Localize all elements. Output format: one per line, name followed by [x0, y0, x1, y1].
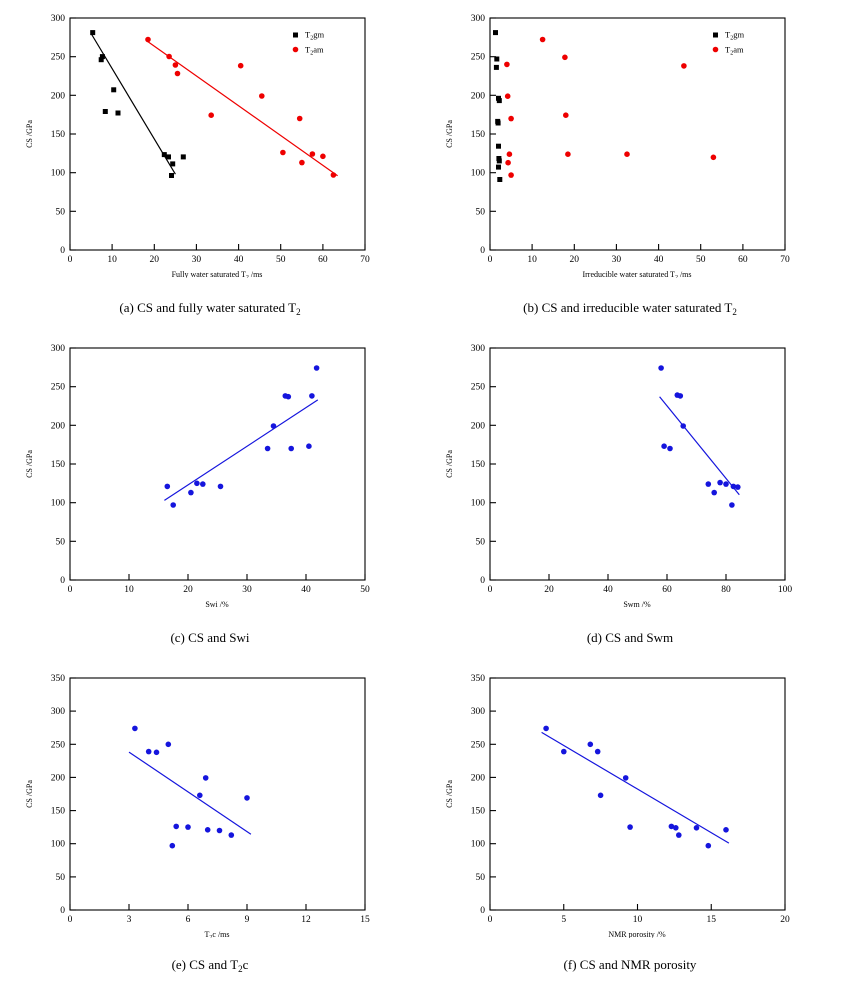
svg-text:15: 15: [360, 915, 370, 925]
caption-d: (d) CS and Swm: [586, 630, 674, 645]
chart-e: [0, 660, 420, 938]
svg-text:0: 0: [67, 915, 73, 925]
svg-text:0: 0: [60, 906, 65, 916]
svg-text:0: 0: [480, 246, 485, 256]
plot-frame: [70, 348, 365, 580]
svg-text:6: 6: [185, 915, 191, 925]
series-cs-points-d: [658, 365, 740, 508]
legend-label-t2gm: $T_2gm$: [725, 29, 745, 42]
svg-text:20: 20: [183, 585, 193, 595]
svg-text:100: 100: [470, 168, 485, 179]
plot-frame: [490, 348, 785, 580]
svg-text:0: 0: [67, 255, 73, 265]
series-cs-points-e: [132, 726, 250, 849]
svg-text:20: 20: [149, 255, 160, 265]
plot-frame: [490, 678, 785, 910]
svg-text:50: 50: [360, 585, 370, 595]
svg-text:50: 50: [475, 207, 485, 218]
caption-c: (c) CS and Swi: [170, 630, 250, 645]
fit-line-f: [542, 732, 729, 843]
svg-text:60: 60: [662, 585, 672, 595]
svg-text:30: 30: [611, 255, 622, 265]
svg-text:70: 70: [360, 255, 370, 265]
panel-d: [420, 330, 840, 660]
chart-b: [420, 0, 840, 278]
x-axis-label-c: Swi /%: [205, 600, 229, 608]
legend-b: [713, 30, 745, 57]
caption-b: (b) CS and irreducible water saturated $T_2$: [523, 300, 737, 317]
svg-text:300: 300: [50, 14, 65, 24]
svg-text:250: 250: [50, 382, 65, 393]
svg-text:300: 300: [470, 707, 485, 718]
legend-label-t2gm: $T_2gm$: [305, 29, 325, 42]
svg-text:50: 50: [475, 872, 485, 883]
y-axis-label-a: CS /GPa: [25, 120, 34, 148]
svg-text:15: 15: [706, 915, 716, 925]
svg-text:10: 10: [527, 255, 537, 265]
y-axis-ticks: [51, 14, 76, 256]
svg-text:200: 200: [50, 91, 65, 102]
chart-b-svg: [420, 0, 840, 278]
x-axis-ticks: [488, 574, 793, 595]
svg-text:100: 100: [50, 839, 65, 850]
y-axis-label-c: CS /GPa: [25, 450, 34, 478]
svg-text:50: 50: [475, 537, 485, 548]
svg-text:3: 3: [126, 915, 132, 925]
chart-a: [0, 0, 420, 278]
legend-marker-t2am: [713, 47, 719, 53]
svg-text:200: 200: [470, 91, 485, 102]
x-axis-label-f: NMR porosity /%: [608, 930, 666, 938]
svg-text:0: 0: [487, 915, 493, 925]
chart-f: [420, 660, 840, 938]
svg-text:5: 5: [561, 915, 567, 925]
fit-line-c: [164, 400, 317, 501]
caption-f: (f) CS and NMR porosity: [563, 957, 697, 972]
svg-text:40: 40: [603, 585, 613, 595]
svg-text:10: 10: [124, 585, 134, 595]
svg-text:0: 0: [480, 576, 485, 586]
y-axis-ticks: [471, 14, 496, 256]
svg-text:10: 10: [107, 255, 117, 265]
svg-text:350: 350: [470, 674, 485, 684]
legend-a: [293, 30, 325, 57]
panel-f: [420, 660, 840, 987]
svg-text:70: 70: [780, 255, 790, 265]
svg-text:250: 250: [470, 382, 485, 393]
y-axis-label-e: CS /GPa: [25, 780, 34, 808]
svg-text:9: 9: [244, 915, 250, 925]
svg-text:250: 250: [470, 740, 485, 751]
svg-text:20: 20: [780, 915, 790, 925]
svg-text:30: 30: [191, 255, 202, 265]
svg-text:300: 300: [50, 344, 65, 354]
svg-text:250: 250: [470, 52, 485, 63]
svg-text:50: 50: [55, 207, 65, 218]
series-cs-points-f: [543, 726, 729, 849]
svg-text:200: 200: [50, 421, 65, 432]
panel-e: [0, 660, 420, 987]
x-axis-ticks: [488, 244, 790, 265]
svg-text:150: 150: [50, 460, 65, 470]
svg-text:0: 0: [487, 255, 493, 265]
svg-text:0: 0: [60, 576, 65, 586]
x-axis-label-e: $T_2c$ /ms: [204, 930, 230, 938]
svg-text:40: 40: [301, 585, 311, 595]
svg-text:20: 20: [569, 255, 580, 265]
chart-c: [0, 330, 420, 608]
x-axis-ticks: [488, 904, 790, 925]
svg-text:50: 50: [55, 537, 65, 548]
chart-a-svg: [0, 0, 420, 278]
svg-text:200: 200: [470, 421, 485, 432]
svg-text:300: 300: [50, 707, 65, 718]
svg-text:80: 80: [721, 585, 731, 595]
panel-c: [0, 330, 420, 660]
svg-text:60: 60: [318, 255, 328, 265]
svg-text:200: 200: [470, 773, 485, 784]
svg-text:10: 10: [632, 915, 643, 925]
legend-label-t2am: $T_2am$: [725, 44, 744, 57]
x-axis-ticks: [68, 244, 370, 265]
panel-a: [0, 0, 420, 330]
fit-line-e: [129, 752, 251, 834]
caption-e: (e) CS and $T_2c$: [171, 957, 249, 974]
chart-d-svg: [420, 330, 840, 608]
x-axis-label-b: Irreducible water saturated $T_2$ /ms: [582, 270, 692, 278]
chart-d: [420, 330, 840, 608]
svg-text:100: 100: [470, 498, 485, 509]
y-axis-label-f: CS /GPa: [445, 780, 454, 808]
svg-text:200: 200: [50, 773, 65, 784]
svg-text:12: 12: [301, 915, 311, 925]
x-axis-label-a: Fully water saturated $T_2$ /ms: [171, 270, 263, 278]
legend-label-t2am: $T_2am$: [305, 44, 324, 57]
svg-text:100: 100: [470, 839, 485, 850]
svg-text:100: 100: [777, 585, 793, 595]
svg-text:50: 50: [695, 255, 706, 265]
chart-f-svg: [420, 660, 840, 938]
legend-marker-t2gm: [293, 33, 298, 38]
svg-text:100: 100: [50, 168, 65, 179]
svg-text:300: 300: [470, 14, 485, 24]
series-t2gm-points-b: [493, 30, 502, 182]
y-axis-ticks: [51, 674, 76, 916]
svg-text:0: 0: [60, 246, 65, 256]
chart-c-svg: [0, 330, 420, 608]
svg-text:20: 20: [544, 585, 554, 595]
y-axis-ticks: [51, 344, 76, 586]
y-axis-ticks: [471, 344, 496, 586]
legend-marker-t2gm: [713, 33, 718, 38]
svg-text:60: 60: [738, 255, 748, 265]
svg-text:0: 0: [487, 585, 493, 595]
svg-text:150: 150: [50, 130, 65, 140]
svg-text:150: 150: [50, 806, 65, 817]
x-axis-ticks: [68, 904, 370, 925]
series-t2gm-points-a: [90, 30, 186, 178]
svg-text:0: 0: [67, 585, 73, 595]
legend-marker-t2am: [293, 47, 299, 53]
series-cs-points-c: [165, 365, 320, 508]
svg-text:250: 250: [50, 740, 65, 751]
y-axis-label-b: CS /GPa: [445, 120, 454, 148]
x-axis-label-d: Swm /%: [623, 600, 651, 608]
y-axis-label-d: CS /GPa: [445, 450, 454, 478]
panel-b: [420, 0, 840, 330]
fit-line-t2am-a: [146, 40, 338, 175]
svg-text:30: 30: [242, 585, 252, 595]
svg-text:150: 150: [470, 130, 485, 140]
plot-frame: [70, 678, 365, 910]
chart-e-svg: [0, 660, 420, 938]
series-t2am-points-b: [504, 37, 716, 178]
svg-text:50: 50: [55, 872, 65, 883]
svg-text:300: 300: [470, 344, 485, 354]
y-axis-ticks: [471, 674, 496, 916]
svg-text:350: 350: [50, 674, 65, 684]
caption-a: (a) CS and fully water saturated $T_2$: [119, 300, 301, 317]
svg-text:0: 0: [480, 906, 485, 916]
svg-text:40: 40: [653, 255, 664, 265]
fit-line-d: [660, 397, 740, 495]
svg-text:40: 40: [233, 255, 244, 265]
svg-text:50: 50: [275, 255, 286, 265]
svg-text:150: 150: [470, 460, 485, 470]
x-axis-ticks: [68, 574, 370, 595]
svg-text:150: 150: [470, 806, 485, 817]
svg-text:250: 250: [50, 52, 65, 63]
svg-text:100: 100: [50, 498, 65, 509]
